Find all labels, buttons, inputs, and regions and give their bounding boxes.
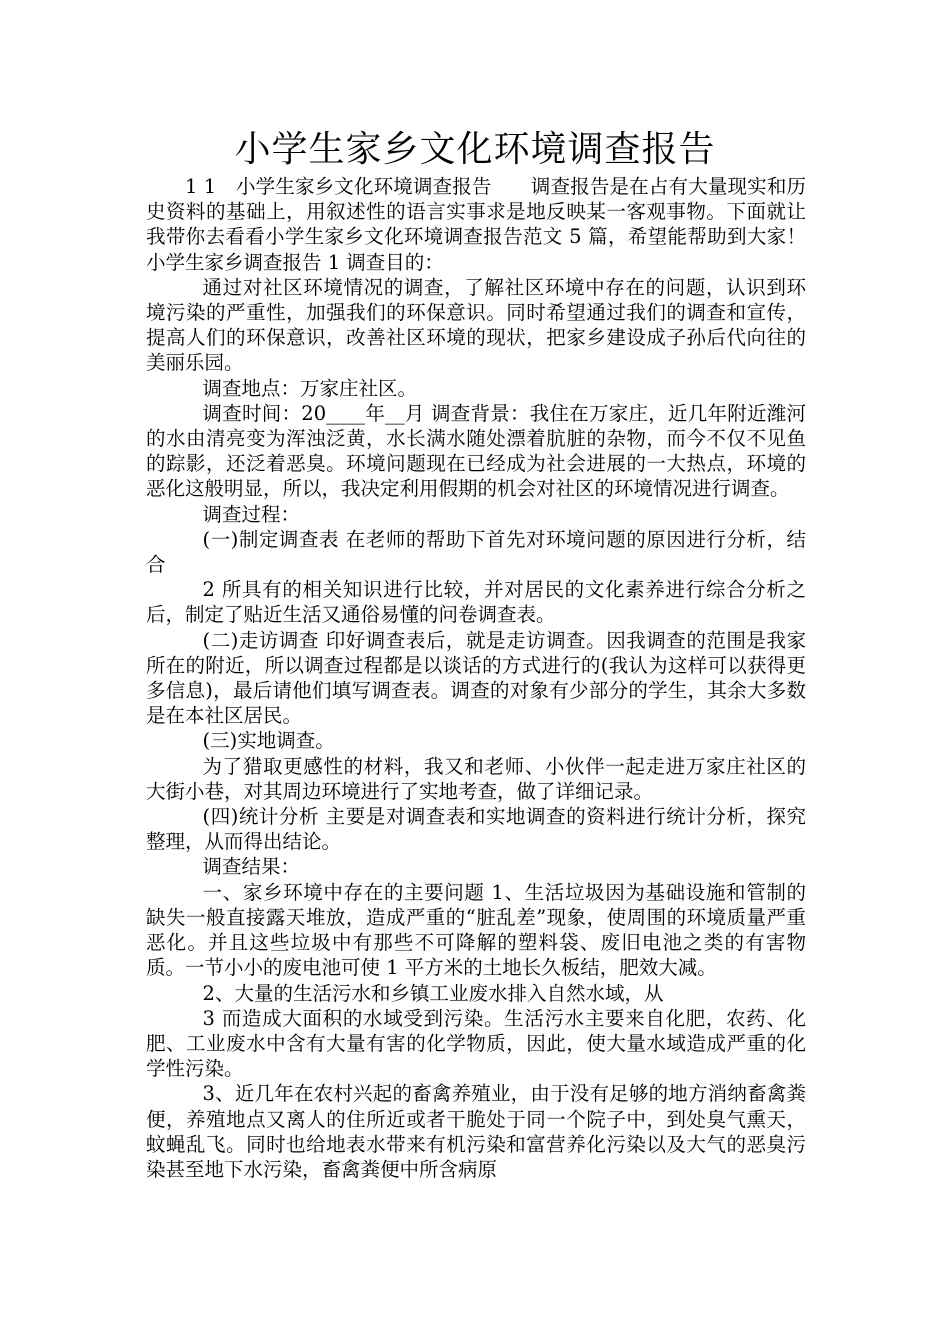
paragraph: (三)实地调查。 [202,729,335,753]
paragraph: 调查结果： [202,855,301,879]
paragraph: 调查地点：万家庄社区。 [202,376,418,400]
paragraph: 通过对社区环境情况的调查，了解社区环境中存在的问题，认识到环境污染的严重性，加强我们的环保意识。同时希望通过我们的调查和宣传，提高人们的环保意识，改善社区环境的现状，把家乡建设成子孙后代向往的美丽乐园。 [146,275,806,375]
paragraph: 3、近几年在农村兴起的畜禽养殖业，由于没有足够的地方消纳畜禽粪便，养殖地点又离人的住所近或者干脆处于同一个院子中，到处臭气熏天，蚊蝇乱飞。同时也给地表水带来有机污染和富营养化污染以及大气的恶臭污染甚至地下水污染，畜禽粪便中所含病原 [146,1082,806,1181]
paragraph: 一、家乡环境中存在的主要问题 1、生活垃圾因为基础设施和管制的缺失一般直接露天堆放，造成严重的“脏乱差”现象，使周围的环境质量严重恶化。并且这些垃圾中有那些不可降解的塑料袋、废旧电池之类的有害物质。一节小小的废电池可使 1 平方米的土地长久板结，肥效大减。 [146,880,806,980]
paragraph: 3 而造成大面积的水域受到污染。生活污水主要来自化肥，农药、化肥、工业废水中含有大量有害的化学物质，因此，使大量水域造成严重的化学性污染。 [146,1006,806,1081]
document-body [146,174,806,1182]
document-title: 小学生家乡文化环境调查报告 [234,129,716,170]
paragraph: 2、大量的生活污水和乡镇工业废水排入自然水域，从 [202,981,664,1005]
paragraph: (四)统计分析 主要是对调查表和实地调查的资料进行统计分析，探究整理，从而得出结论。 [146,805,806,854]
paragraph: 调查过程： [202,502,301,526]
paragraph: 2 所具有的相关知识进行比较，并对居民的文化素养进行综合分析之后，制定了贴近生活又通俗易懂的问卷调查表。 [146,578,806,627]
paragraph: 调查时间：20____年__月 调查背景：我住在万家庄，近几年附近潍河的水由清亮变为浑浊泛黄，水长满水随处漂着肮脏的杂物，而今不仅不见鱼的踪影，还泛着恶臭。环境问题现在已经成为社会进展的一大热点，环境的恶化这般明显，所以，我决定利用假期的机会对社区的环境情况进行调查。 [146,401,806,501]
paragraph: (二)走访调查 印好调查表后，就是走访调查。因我调查的范围是我家所在的附近，所以调查过程都是以谈话的方式进行的(我认为这样可以获得更多信息)，最后请他们填写调查表。调查的对象有少部分的学生，其余大多数是在本社区居民。 [146,628,806,728]
paragraph: (一)制定调查表 在老师的帮助下首先对环境问题的原因进行分析，结合 [146,527,806,577]
paragraph: 1 1 小学生家乡文化环境调查报告 调查报告是在占有大量现实和历史资料的基础上，用叙述性的语言实事求是地反映某一客观事物。下面就让我带你去看看小学生家乡文化环境调查报告范文 5 篇，希望能帮助到大家！小学生家乡调查报告 1 调查目的： [146,175,806,274]
paragraph: 为了猎取更感性的材料，我又和老师、小伙伴一起走进万家庄社区的大街小巷，对其周边环境进行了实地考查，做了详细记录。 [146,754,806,803]
